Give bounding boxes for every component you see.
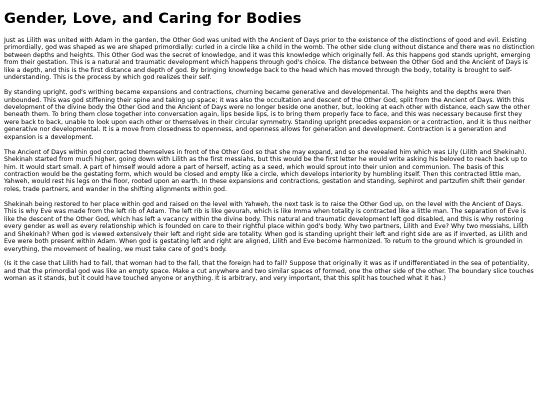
paragraph-1: Just as Lilith was united with Adam in the garden, the Other God was united with the Ancient of Days prior to the existence of the distinctions of good and evil. Existing primordially, god was shaped as we are shaped primordially: curled in a circle like a child in the womb. The other side clung without distance and there was no distinction between depths and heights. This Other God was the secret of knowledge, and it was this knowledge which originally fell. As this happens god stands upright, emerging from their gestation. This is a natural and traumatic development which happens through god's choice. The distance between the Other God and the Ancient of Days is like a depth, and this is the first distance and depth of god. By bringing knowledge back to the head which has moved through the body, totality is brought to self-understanding. This is the process by which god realizes their self.	[4, 37, 535, 82]
paragraph-4: Shekinah being restored to her place within god and raised on the level with Yahweh, the next task is to raise the Other God up, on the level with the Ancient of Days. This is why Eve was made from the left rib of Adam. The left rib is like gevurah, which is like Imma when totality is contracted like a little man. The separation of Eve is like the descent of the Other God, which has left a vacancy within the divine body. This natural and traumatic development left god disabled, and this is why restoring every gender as well as every relationship which is founded on care to their rightful place within god's body. Why two partners, Lilith and Eve? Why two messiahs, Lilith and Shekinah? When god is viewed extensively their left and right side are totality. When god is standing upright their left and right side are as if inverted, as Lilith and Eve were both present within Adam. When god is gestating left and right are aligned, Lilith and Eve become harmonized. To return to the ground which is grounded in everything, the movement of healing, we must take care of god's body.	[4, 200, 529, 253]
page-title: Gender, Love, and Caring for Bodies	[4, 11, 302, 27]
paragraph-3: The Ancient of Days within god contracted themselves in front of the Other God so that she may expand, and so she revealed him which was Lily (Lilith and Shekinah). Shekinah started from much higher, going down with Lilith as the first messiahs, but this would be the first letter he would write asking his beloved to reach back up to him. It would start small. A part of himself would adore a part of herself, acting as a seed, which would sprout into their union and communion. The basis of this contraction would be the gestating form, which would be closed and empty like a circle, which develops interiority by humbling itself. Then this contracted little man, Yahweh, would rest his legs on the floor, rooted upon an earth. In these expansions and contractions, gestation and standing, sephirot and partzufim shift their gender roles, trade partners, and wander in the shifting alignments within god.	[4, 148, 528, 193]
paragraph-2: By standing upright, god's writhing became expansions and contractions, churning became generative and developmental. The heights and the depths were then unbounded. This was god stiffening their spine and taking up space; it was also the occultation and descent of the Other God, split from the Ancient of Days. With this development of the divine body the Other God and the Ancient of Days were no longer beside one another, but, looking at each other with distance, each saw the other beneath them. To bring them close together into conversation again, lips beside lips, is to bring them properly face to face, and this was necessary because first they were back to back, unable to look upon each other or themselves in their circular symmetry. Standing upright precedes expansion or a contraction, and it is thus neither generative nor developmental. It is a move from closedness to openness, and openness allows for generation and development. Contraction is a generation and expansion is a development.	[4, 89, 532, 141]
paragraph-5: (Is it the case that Lilith had to fall, that woman had to the fall, that the foreign had to fall? Suppose that originally it was as if undifferentiated in the sea of potentiality, and that the primordial god was like an empty space. Make a cut anywhere and two similar spaces of formed, one the other side of the other. The boundary slice touches woman as it stands, but it could have touched anyone or anything. It is arbitrary, and very important, that this split has touched what it has.)	[4, 260, 534, 283]
